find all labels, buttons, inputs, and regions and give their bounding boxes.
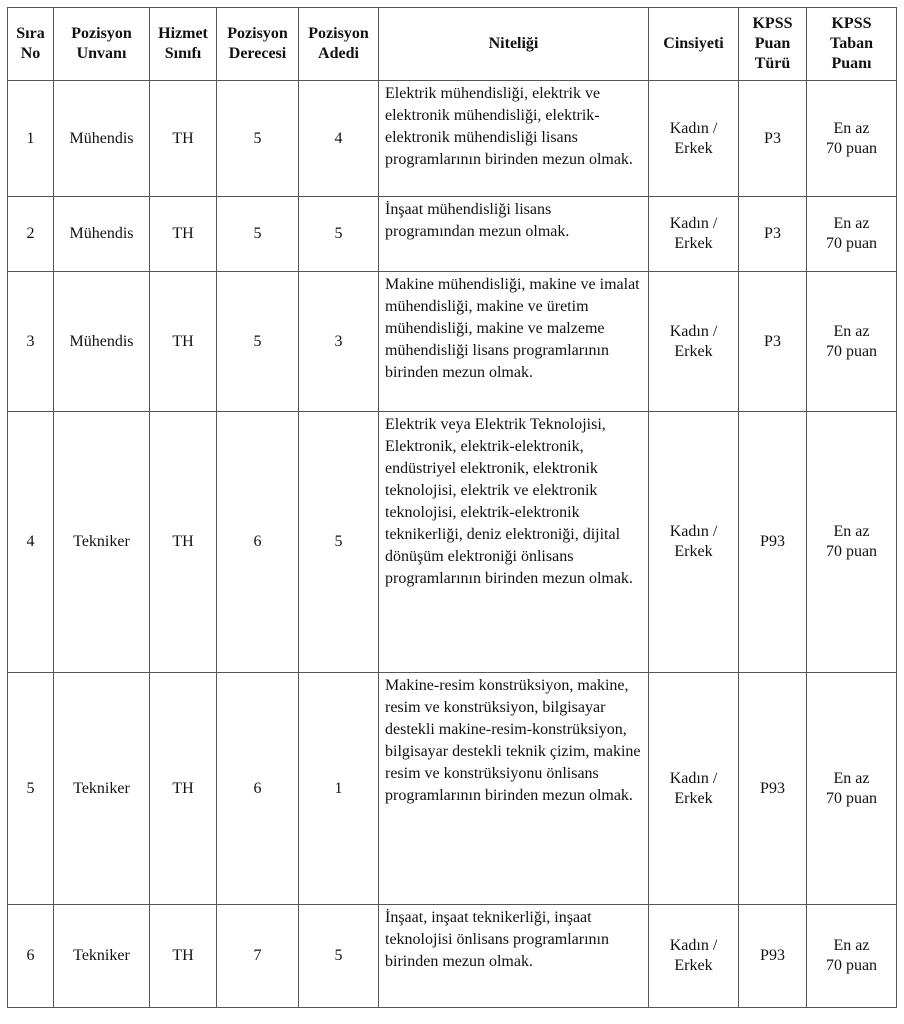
table-row [8,81,897,197]
header-niteligi: Niteliği [379,8,649,81]
cell-cinsiyet [649,197,739,272]
cell-taban-puan [807,197,897,272]
cell-hizmet-sinifi: TH [150,197,217,272]
header-pozisyon-unvani [54,8,150,81]
cell-unvan: Mühendis [54,272,150,412]
cell-hizmet-sinifi: TH [150,272,217,412]
cell-cinsiyet-line: Erkek [674,957,713,974]
cell-cinsiyet-line: Kadın / [669,119,718,137]
header-kpss-puan-turu-line: Puan [754,35,791,52]
cell-cinsiyet-line: Kadın / [669,769,718,787]
header-pozisyon-derecesi-line: Pozisyon [227,25,288,42]
table-row [8,673,897,905]
header-hizmet-sinifi [150,8,217,81]
header-sira-no-line: Sıra [16,25,45,42]
cell-hizmet-sinifi: TH [150,673,217,905]
header-kpss-puan-turu [739,8,807,81]
cell-taban-puan-line: 70 puan [825,957,878,974]
header-kpss-taban-puani [807,8,897,81]
header-pozisyon-unvani-line: Pozisyon [71,25,132,42]
cell-sira-no: 4 [8,412,54,673]
cell-unvan: Tekniker [54,673,150,905]
cell-unvan: Mühendis [54,81,150,197]
header-cinsiyeti: Cinsiyeti [649,8,739,81]
header-sira-no [8,8,54,81]
cell-nitelik: Makine mühendisliği, makine ve imalat mühendisliği, makine ve üretim mühendisliği, makine ve malzeme mühendisliği lisans programlarının birinden mezun olmak. [379,272,649,412]
cell-sira-no: 3 [8,272,54,412]
cell-nitelik: Elektrik veya Elektrik Teknolojisi, Elektronik, elektrik-elektronik, endüstriyel elektronik, elektronik teknolojisi, elektrik ve elektronik teknolojisi, elektrik-elektronik teknikerliği, deniz elektroniği, dijital dönüşüm elektroniği önlisans programlarının birinden mezun olmak. [379,412,649,673]
header-kpss-puan-turu-line: Türü [754,55,791,72]
cell-hizmet-sinifi: TH [150,81,217,197]
cell-adet: 3 [299,272,379,412]
header-pozisyon-derecesi-line: Derecesi [228,45,287,62]
cell-sira-no: 6 [8,905,54,1008]
cell-cinsiyet-line: Erkek [674,789,713,807]
cell-cinsiyet-line: Erkek [674,342,713,360]
cell-sira-no: 5 [8,673,54,905]
header-kpss-taban-puani-line: Taban [830,35,873,52]
header-kpss-puan-turu-line: KPSS [752,15,793,32]
cell-adet: 1 [299,673,379,905]
cell-unvan: Tekniker [54,412,150,673]
cell-derece: 5 [217,272,299,412]
header-row [8,8,897,81]
cell-adet: 5 [299,197,379,272]
cell-puan-turu: P3 [739,81,807,197]
cell-taban-puan [807,905,897,1008]
cell-taban-puan-line: En az [833,523,870,540]
cell-unvan: Tekniker [54,905,150,1008]
cell-cinsiyet [649,81,739,197]
cell-nitelik: Makine-resim konstrüksiyon, makine, resim ve konstrüksiyon, bilgisayar destekli makine-resim-konstrüksiyon, bilgisayar destekli teknik çizim, makine resim ve konstrüksiyonu önlisans programlarının birinden mezun olmak. [379,673,649,905]
header-pozisyon-adedi-line: Pozisyon [308,25,369,42]
cell-taban-puan-line: 70 puan [825,139,878,157]
cell-puan-turu: P3 [739,197,807,272]
cell-nitelik: İnşaat mühendisliği lisans programından mezun olmak. [379,197,649,272]
cell-adet: 4 [299,81,379,197]
table-header [8,8,897,81]
cell-taban-puan-line: 70 puan [825,342,878,360]
positions-table [7,7,897,1008]
cell-cinsiyet-line: Erkek [674,235,713,252]
cell-taban-puan-line: En az [833,769,870,787]
table-row [8,272,897,412]
cell-cinsiyet-line: Kadın / [669,523,718,540]
cell-sira-no: 2 [8,197,54,272]
cell-derece: 7 [217,905,299,1008]
cell-taban-puan-line: En az [833,937,870,954]
cell-taban-puan [807,272,897,412]
cell-puan-turu: P3 [739,272,807,412]
cell-taban-puan-line: 70 puan [825,789,878,807]
cell-taban-puan [807,81,897,197]
cell-hizmet-sinifi: TH [150,905,217,1008]
cell-taban-puan [807,412,897,673]
table-row [8,412,897,673]
cell-puan-turu: P93 [739,673,807,905]
cell-sira-no: 1 [8,81,54,197]
cell-cinsiyet-line: Kadın / [669,215,718,232]
cell-unvan: Mühendis [54,197,150,272]
cell-taban-puan-line: En az [833,322,870,340]
cell-derece: 6 [217,673,299,905]
cell-puan-turu: P93 [739,412,807,673]
cell-cinsiyet-line: Erkek [674,543,713,560]
cell-derece: 6 [217,412,299,673]
cell-cinsiyet [649,272,739,412]
table-body [8,81,897,1008]
cell-derece: 5 [217,81,299,197]
header-hizmet-sinifi-line: Hizmet [158,25,208,42]
header-kpss-taban-puani-line: KPSS [831,15,872,32]
header-pozisyon-adedi [299,8,379,81]
cell-adet: 5 [299,905,379,1008]
cell-puan-turu: P93 [739,905,807,1008]
cell-cinsiyet [649,412,739,673]
header-sira-no-line: No [20,45,41,62]
cell-taban-puan-line: En az [833,215,870,232]
cell-cinsiyet [649,905,739,1008]
header-kpss-taban-puani-line: Puanı [831,55,872,72]
cell-derece: 5 [217,197,299,272]
header-pozisyon-adedi-line: Adedi [318,45,359,62]
cell-cinsiyet-line: Kadın / [669,322,718,340]
cell-taban-puan-line: En az [833,119,870,137]
cell-cinsiyet-line: Erkek [674,139,713,157]
cell-adet: 5 [299,412,379,673]
cell-taban-puan-line: 70 puan [825,543,878,560]
cell-taban-puan [807,673,897,905]
table-row [8,197,897,272]
header-hizmet-sinifi-line: Sınıfı [164,45,202,62]
cell-hizmet-sinifi: TH [150,412,217,673]
cell-taban-puan-line: 70 puan [825,235,878,252]
cell-cinsiyet [649,673,739,905]
table-row [8,905,897,1008]
cell-cinsiyet-line: Kadın / [669,937,718,954]
header-pozisyon-derecesi [217,8,299,81]
cell-nitelik: İnşaat, inşaat teknikerliği, inşaat teknolojisi önlisans programlarının birinden mezun olmak. [379,905,649,1008]
header-pozisyon-unvani-line: Unvanı [76,45,127,62]
cell-nitelik: Elektrik mühendisliği, elektrik ve elektronik mühendisliği, elektrik- elektronik mühendisliği lisans programlarının birinden mezun olmak. [379,81,649,197]
